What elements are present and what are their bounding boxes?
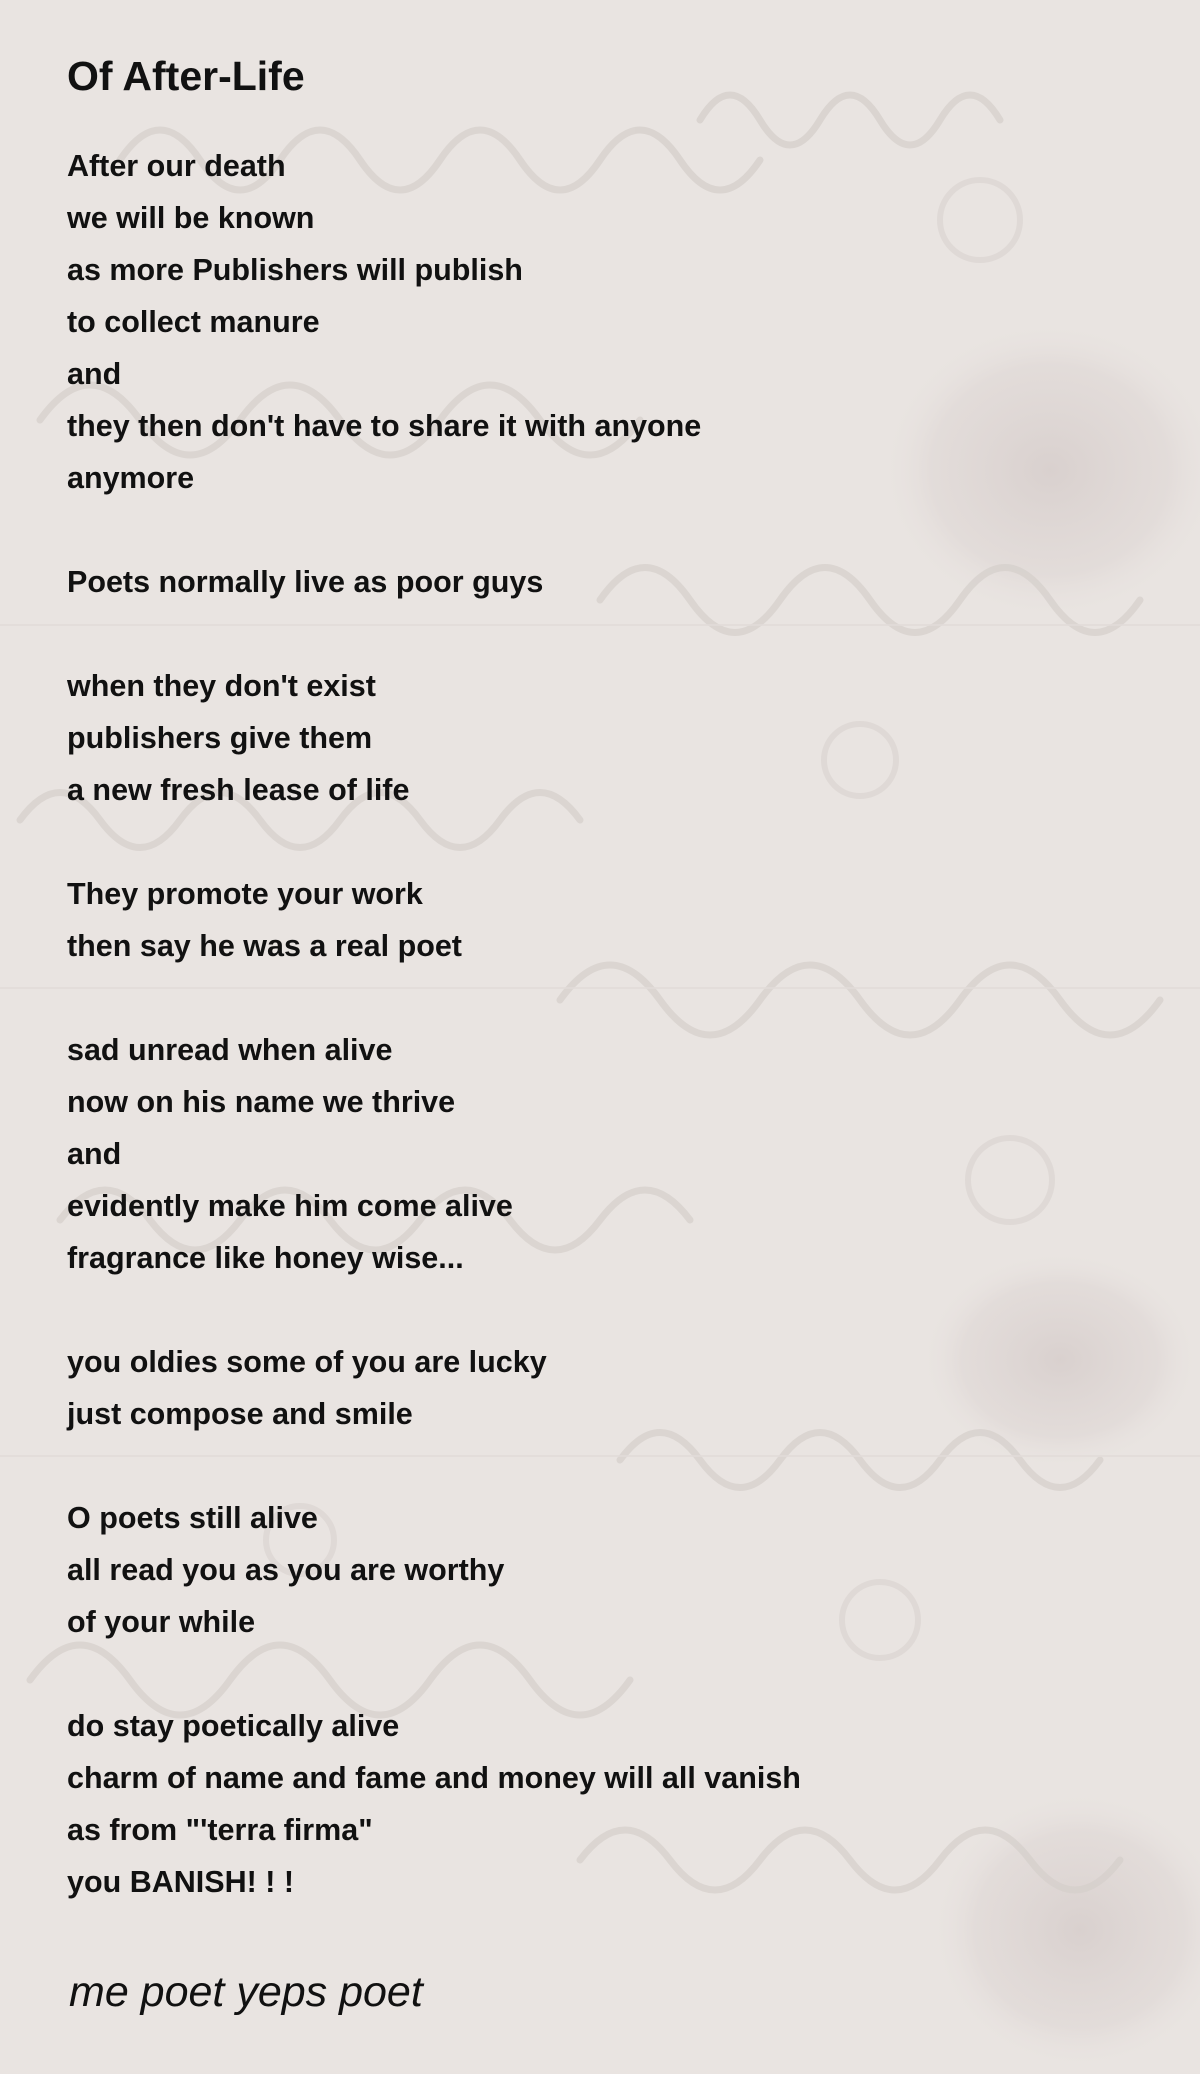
- poem-line: O poets still alive: [67, 1501, 318, 1535]
- poem-line: just compose and smile: [67, 1397, 413, 1431]
- stanza-break: [67, 504, 1147, 556]
- poem-line: as from "'terra firma": [67, 1813, 373, 1847]
- stanza-break: [67, 608, 1147, 660]
- stanza-break: [67, 972, 1147, 1024]
- poem-line: evidently make him come alive: [67, 1189, 513, 1223]
- poem-line: sad unread when alive: [67, 1033, 393, 1067]
- poem-line: they then don't have to share it with anyone: [67, 409, 702, 443]
- poem-line: all read you as you are worthy: [67, 1553, 505, 1587]
- poem-line: then say he was a real poet: [67, 929, 462, 963]
- stanza-break: [67, 816, 1147, 868]
- poem-line: anymore: [67, 461, 195, 495]
- poem-body: [67, 140, 1147, 1908]
- poem-line: we will be known: [67, 201, 315, 235]
- poem-line: fragrance like honey wise...: [67, 1241, 464, 1275]
- poem-line: charm of name and fame and money will all vanish: [67, 1761, 801, 1795]
- poem-line: and: [67, 1137, 122, 1171]
- poem-container: [67, 52, 1147, 1908]
- poem-line: and: [67, 357, 122, 391]
- poem-line: now on his name we thrive: [67, 1085, 456, 1119]
- poem-line: you BANISH! ! !: [67, 1865, 295, 1899]
- stanza-break: [67, 1440, 1147, 1492]
- poem-line: you oldies some of you are lucky: [67, 1345, 547, 1379]
- poem-line: to collect manure: [67, 305, 320, 339]
- poem-line: of your while: [67, 1605, 256, 1639]
- poem-line: publishers give them: [67, 721, 373, 755]
- stanza-break: [67, 1284, 1147, 1336]
- poem-line: a new fresh lease of life: [67, 773, 410, 807]
- poem-author[interactable]: me poet yeps poet: [69, 1968, 423, 2016]
- poem-title: Of After-Life: [67, 53, 305, 99]
- poem-line: After our death: [67, 149, 286, 183]
- poem-line: when they don't exist: [67, 669, 376, 703]
- poem-line: They promote your work: [67, 877, 423, 911]
- poem-line: do stay poetically alive: [67, 1709, 400, 1743]
- poem-line: as more Publishers will publish: [67, 253, 523, 287]
- poem-line: Poets normally live as poor guys: [67, 565, 544, 599]
- stanza-break: [67, 1648, 1147, 1700]
